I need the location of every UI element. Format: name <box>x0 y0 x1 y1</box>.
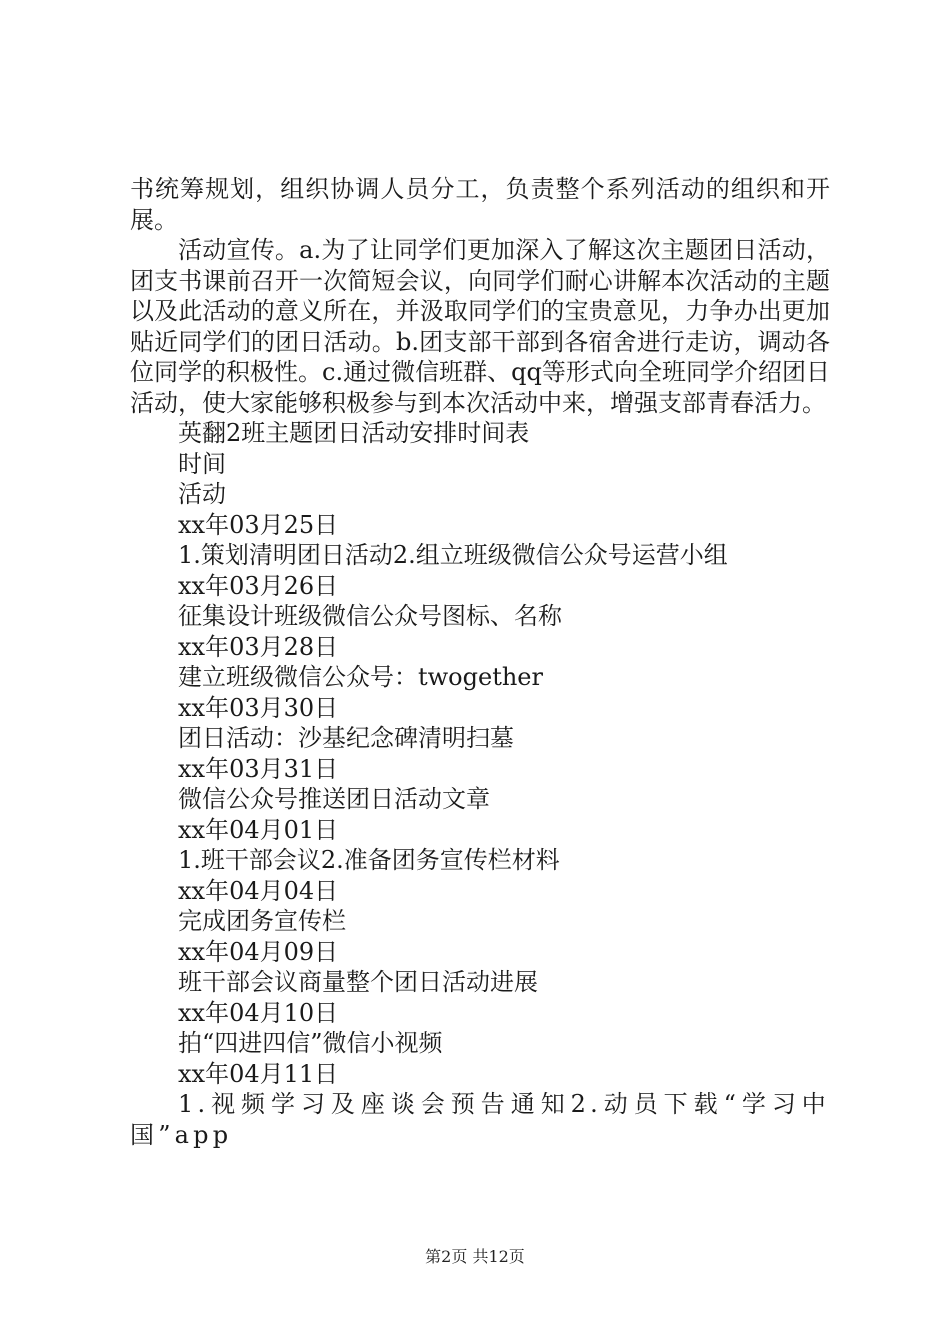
schedule-date: xx年04月01日 <box>178 815 339 844</box>
schedule-date: xx年04月04日 <box>178 876 339 905</box>
paragraph-organization: 书统筹规划，组织协调人员分工，负责整个系列活动的组织和开展。 <box>130 175 830 234</box>
schedule-date: xx年03月25日 <box>178 510 339 539</box>
schedule-activity: 拍“四进四信”微信小视频 <box>178 1029 443 1057</box>
paragraph-publicity: 活动宣传。a.为了让同学们更加深入了解这次主题团日活动，团支书课前召开一次简短会议，向同学们耐心讲解本次活动的主题以及此活动的意义所在，并汲取同学们的宝贵意见，力争办出更加贴近同学们的团日活动。b.团支部干部到各宿舍进行走访，调动各位同学的积极性。c.通过微信班群、qq等形式向全班同学介绍团日活动，使大家能够积极参与到本次活动中来，增强支部青春活力。 <box>130 236 830 417</box>
schedule-date: xx年04月11日 <box>178 1059 339 1088</box>
schedule-title: 英翻2班主题团日活动安排时间表 <box>178 419 530 447</box>
schedule-activity: 1.班干部会议2.准备团务宣传栏材料 <box>178 846 560 874</box>
page-number-footer: 第2页 共12页 <box>425 1247 525 1266</box>
schedule-header-activity: 活动 <box>178 480 226 508</box>
schedule-activity: 班干部会议商量整个团日活动进展 <box>178 968 538 996</box>
schedule-date: xx年04月10日 <box>178 998 339 1027</box>
schedule-date: xx年04月09日 <box>178 937 339 966</box>
schedule-header-time: 时间 <box>178 449 226 478</box>
schedule-date: xx年03月31日 <box>178 754 339 783</box>
schedule-activity: 征集设计班级微信公众号图标、名称 <box>178 602 562 630</box>
schedule-date: xx年03月26日 <box>178 571 339 600</box>
schedule-activity: 微信公众号推送团日活动文章 <box>178 785 490 813</box>
schedule-activity: 完成团务宣传栏 <box>178 907 346 935</box>
schedule-activity: 1.视频学习及座谈会预告通知2.动员下载“学习中国”app <box>130 1090 830 1149</box>
schedule-activity: 建立班级微信公众号：twogether <box>178 663 543 691</box>
schedule-date: xx年03月30日 <box>178 693 339 722</box>
document-body <box>130 174 830 1150</box>
schedule-date: xx年03月28日 <box>178 632 339 661</box>
schedule-activity: 团日活动：沙基纪念碑清明扫墓 <box>178 724 514 752</box>
schedule-activity: 1.策划清明团日活动2.组立班级微信公众号运营小组 <box>178 541 728 569</box>
